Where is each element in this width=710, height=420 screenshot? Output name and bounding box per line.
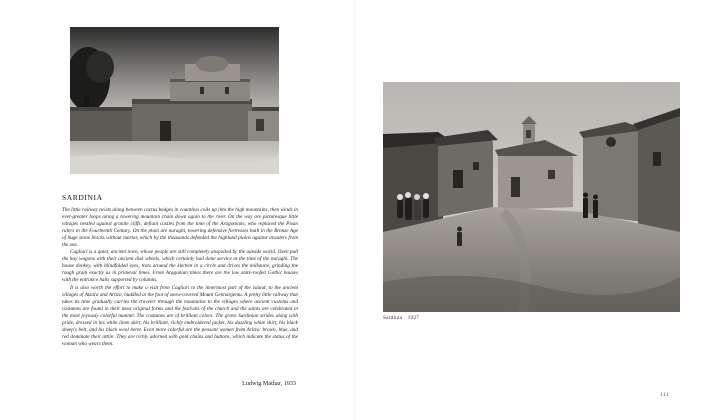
caption-year: 1927 <box>407 315 420 321</box>
paragraph-1: The little railway twists along between cactus hedges in countless coils up into the high mountains, then winds in ever-greater loops along a towering mountain chain down again to the river. On the way are picturesque little villages nestled against granite cliffs, defiant castles from the time of the Aragonians, who replaced the Pisan rulers in the Fourteenth Century. On the plain are nuraghi, towering defensive fortresses built in the Bronze Age of huge stone blocks without mortar, which by the thousands defended the highland plains against invaders from the sea. <box>62 207 298 249</box>
caption-place: Sardinia <box>383 315 403 321</box>
photo-caption <box>383 315 419 321</box>
paragraph-2: Cagliari is a quiet, ancient town, whose people are still completely unspoiled by the outside world. Oxen pull the hay wagons with their ancient disk wheels, which certainly had done service at the time of the nuraghi. The house donkey, with blindfolded eyes, trots around the kitchen in a circle and drives the millstone, grinding the rough grain exactly as in primeval times. From Aragonian times there are the low slate-roofed Gothic houses with the entrance halls supported by columns. <box>62 249 298 284</box>
church-photo-illustration <box>70 27 279 174</box>
paragraph-3: It is also worth the effort to make a visit from Cagliari to the innermost part of the island, to the ancient villages of Atzara and Aritzo, huddled at the foot of snow-covered Mount Gennargentu. A pretty little railway that takes its time gradually carries the traveler through the mountains to the villages where ancient customs and costumes are found in their most original forms and the festivals of the church and the saints are celebrated in the most joyously colorful manner. The costumes are of brilliant colors. The grave Sardinian strides along with pride, dressed in his white linen skirt, his brilliant, richly embroidered jacket, his dazzling white shirt, his black sheep's belt, and his black wool beret. Even more colorful are the peasant women from Aritzo: brown, blue, and red dominate their attire. They are richly adorned with gold chains and buttons, which indicate the status of the woman who wears them. <box>62 284 298 347</box>
article-body <box>62 207 298 348</box>
church-photograph <box>70 27 279 174</box>
article-heading: SARDINIA <box>62 193 103 202</box>
village-photograph <box>383 82 680 312</box>
book-gutter <box>354 0 356 420</box>
village-photo-illustration <box>383 82 680 312</box>
page-number: 111 <box>660 392 669 398</box>
author-signature: Ludwig Mathar, 1933 <box>242 380 296 387</box>
